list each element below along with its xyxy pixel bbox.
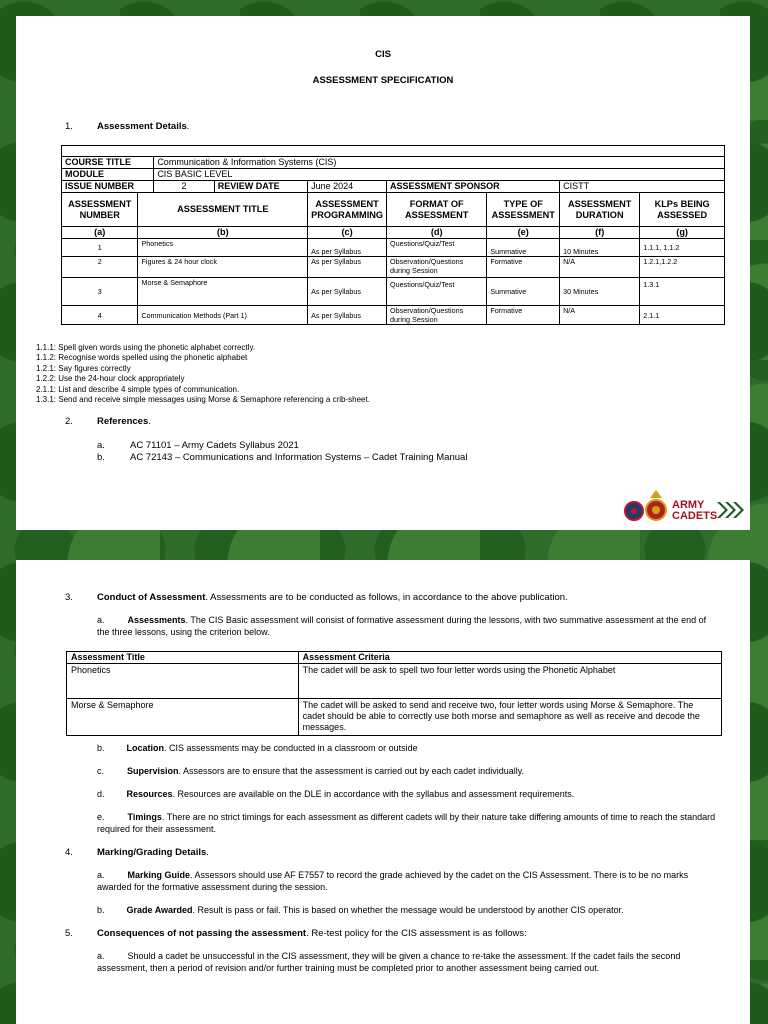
header-letter-a: (a) — [62, 227, 138, 239]
table-row — [62, 278, 725, 306]
row-type: Summative — [487, 278, 560, 306]
para-3b-title: Location — [126, 743, 165, 753]
table-row — [62, 257, 725, 278]
row-title: Figures & 24 hour clock — [138, 257, 308, 278]
row-klps: 1.3.1 — [640, 278, 725, 306]
row-type: Formative — [487, 306, 560, 325]
klp-note: 1.1.1: Spell given words using the phonetic alphabet correctly. — [36, 343, 256, 352]
row-format: Questions/Quiz/Test — [387, 239, 487, 257]
row-klps: 2.1.1 — [640, 306, 725, 325]
issue-row — [62, 181, 725, 193]
para-3b-text: . CIS assessments may be conducted in a classroom or outside — [164, 743, 418, 753]
para-3d-title: Resources — [126, 789, 173, 799]
doc-subtitle: ASSESSMENT SPECIFICATION — [312, 75, 454, 86]
para-4b — [97, 905, 717, 917]
logo-text-cadets: CADETS — [672, 510, 718, 522]
review-date-value: June 2024 — [308, 181, 387, 193]
row-klps: 1.1.1, 1.1.2 — [640, 239, 725, 257]
para-4a-title: Marking Guide — [127, 870, 191, 880]
table-row — [62, 239, 725, 257]
spacer-row — [62, 146, 725, 157]
section-3-number: 3. — [65, 592, 73, 603]
section-1-heading — [97, 121, 189, 132]
para-4b-title: Grade Awarded — [126, 905, 193, 915]
klp-note: 1.1.2: Recognise words spelled using the phonetic alphabet — [36, 353, 248, 363]
assessment-sponsor-label: ASSESSMENT SPONSOR — [387, 181, 560, 193]
criteria-title: Morse & Semaphore — [67, 699, 299, 736]
module-label: MODULE — [62, 169, 154, 181]
criteria-header-criteria: Assessment Criteria — [298, 652, 721, 664]
table-row — [67, 699, 722, 736]
para-3b — [97, 743, 717, 755]
header-format-of-assessment: FORMAT OF ASSESSMENT — [387, 193, 487, 227]
criteria-text: The cadet will be asked to send and receive two, four letter words using Morse & Semaphore. The cadet should be able to correctly use both morse and semaphore as well as receive and decode the messages. — [298, 699, 721, 736]
row-duration: N/A — [560, 257, 640, 278]
para-4a-text: . Assessors should use AF E7557 to record the grade achieved by the cadet on the CIS Assessment. There is to be no marks awarded for the formative assessment during the session. — [97, 870, 689, 892]
section-1-number: 1. — [65, 121, 73, 132]
header-letter-e: (e) — [487, 227, 560, 239]
para-3c-letter: c. — [97, 766, 105, 776]
header-letter-d: (d) — [387, 227, 487, 239]
row-duration: N/A — [560, 306, 640, 325]
course-title-row — [62, 157, 725, 169]
section-5-number: 5. — [65, 928, 73, 939]
row-programming: As per Syllabus — [308, 306, 387, 325]
table-row — [67, 664, 722, 699]
para-3a-letter: a. — [97, 615, 105, 625]
para-3c — [97, 766, 717, 778]
para-3d-letter: d. — [97, 789, 105, 799]
reference-letter: a. — [97, 440, 105, 451]
table-row — [62, 306, 725, 325]
row-klps: 1.2.1,1.2.2 — [640, 257, 725, 278]
course-title-value: Communication & Information Systems (CIS) — [154, 157, 725, 169]
para-3a-text: . The CIS Basic assessment will consist of formative assessment during the lessons, with two summative assessment at the end of the three lessons, using the criterion below. — [97, 615, 707, 637]
header-letters-row — [62, 227, 725, 239]
document-page-2 — [16, 560, 750, 1024]
para-4b-letter: b. — [97, 905, 105, 915]
para-3d-text: . Resources are available on the DLE in accordance with the syllabus and assessment requirements. — [172, 789, 575, 799]
header-row — [62, 193, 725, 227]
issue-number-label: ISSUE NUMBER — [62, 181, 154, 193]
assessment-sponsor-value: CISTT — [560, 181, 725, 193]
section-1-title: Assessment Details — [97, 121, 187, 132]
document-page-1 — [16, 16, 750, 530]
header-letter-c: (c) — [308, 227, 387, 239]
header-assessment-number: ASSESSMENT NUMBER — [62, 193, 138, 227]
row-title: Phonetics — [138, 239, 308, 257]
row-number: 4 — [62, 306, 138, 325]
row-format: Observation/Questions during Session — [387, 257, 487, 278]
header-letter-b: (b) — [138, 227, 308, 239]
section-3-heading — [97, 592, 568, 603]
para-5a-letter: a. — [97, 951, 105, 961]
review-date-label: REVIEW DATE — [214, 181, 307, 193]
logo-text-army: ARMY — [672, 499, 705, 511]
para-3b-letter: b. — [97, 743, 105, 753]
course-title-label: COURSE TITLE — [62, 157, 154, 169]
reference-text: AC 71101 – Army Cadets Syllabus 2021 — [130, 440, 299, 451]
section-5-title: Consequences of not passing the assessment — [97, 928, 307, 939]
section-3-text: . Assessments are to be conducted as follows, in accordance to the above publication. — [205, 592, 568, 603]
para-4a — [97, 870, 717, 893]
para-4b-text: . Result is pass or fail. This is based on whether the message would be understood by another CIS operator. — [192, 905, 624, 915]
section-2-heading — [97, 416, 151, 427]
row-title: Morse & Semaphore — [138, 278, 308, 306]
para-5a — [97, 951, 717, 974]
header-letter-g: (g) — [640, 227, 725, 239]
section-1-dot: . — [186, 121, 190, 132]
klp-note: 2.1.1: List and describe 4 simple types of communication. — [36, 384, 240, 394]
issue-number-value: 2 — [154, 181, 214, 193]
section-2-title: References — [97, 416, 149, 427]
assessment-criteria-table — [66, 651, 722, 736]
section-4-title: Marking/Grading Details — [97, 847, 207, 858]
header-assessment-title: ASSESSMENT TITLE — [138, 193, 308, 227]
army-cadets-logo — [622, 486, 747, 526]
klp-note: 1.2.2: Use the 24-hour clock appropriately — [36, 374, 185, 384]
para-3d — [97, 789, 717, 801]
header-klps-being-assessed: KLPs BEING ASSESSED — [640, 193, 725, 227]
row-type: Formative — [487, 257, 560, 278]
reference-letter: b. — [97, 452, 105, 463]
module-row — [62, 169, 725, 181]
section-2-dot: . — [148, 416, 151, 427]
para-3e — [97, 812, 717, 835]
criteria-title: Phonetics — [67, 664, 299, 699]
para-3a-title: Assessments — [127, 615, 186, 625]
section-5-text: . Re-test policy for the CIS assessment is as follows: — [306, 928, 527, 939]
row-format: Questions/Quiz/Test — [387, 278, 487, 306]
row-number: 3 — [62, 278, 138, 306]
section-4-number: 4. — [65, 847, 73, 858]
para-5a-text: Should a cadet be unsuccessful in the CIS assessment, they will be given a chance to re-take the assessment. If the cadet fails the second assessment, then a period of revision and/or further training must be completed prior to another assessment being carried out. — [97, 951, 681, 973]
para-3e-text: . There are no strict timings for each assessment as different cadets will by their nature take differing amounts of time to reach the standard required for their assessment. — [97, 812, 716, 834]
row-programming: As per Syllabus — [308, 278, 387, 306]
header-type-of-assessment: TYPE OF ASSESSMENT — [487, 193, 560, 227]
module-value: CIS BASIC LEVEL — [154, 169, 725, 181]
row-number: 2 — [62, 257, 138, 278]
para-3c-title: Supervision — [127, 766, 179, 776]
section-4-dot: . — [206, 847, 209, 858]
row-programming: As per Syllabus — [308, 239, 387, 257]
header-assessment-duration: ASSESSMENT DURATION — [560, 193, 640, 227]
row-title: Communication Methods (Part 1) — [138, 306, 308, 325]
reference-text: AC 72143 – Communications and Information Systems – Cadet Training Manual — [130, 452, 468, 463]
criteria-header-title: Assessment Title — [67, 652, 299, 664]
criteria-text: The cadet will be ask to spell two four letter words using the Phonetic Alphabet — [298, 664, 721, 699]
klp-notes — [36, 343, 370, 405]
doc-title: CIS — [375, 49, 391, 60]
para-3c-text: . Assessors are to ensure that the assessment is carried out by each cadet individually. — [178, 766, 525, 776]
row-type: Summative — [487, 239, 560, 257]
row-format: Observation/Questions during Session — [387, 306, 487, 325]
para-3a — [97, 615, 717, 638]
para-3e-letter: e. — [97, 812, 105, 822]
klp-note: 1.3.1: Send and receive simple messages using Morse & Semaphore referencing a crib-sheet. — [36, 395, 370, 405]
row-duration: 30 Minutes — [560, 278, 640, 306]
assessment-spec-table — [61, 145, 725, 325]
section-5-heading — [97, 928, 527, 939]
header-assessment-programming: ASSESSMENT PROGRAMMING — [308, 193, 387, 227]
klp-note: 1.2.1: Say figures correctly — [36, 363, 131, 373]
section-4-heading — [97, 847, 209, 858]
section-3-title: Conduct of Assessment — [97, 592, 206, 603]
row-programming: As per Syllabus — [308, 257, 387, 278]
criteria-header-row — [67, 652, 722, 664]
row-number: 1 — [62, 239, 138, 257]
header-letter-f: (f) — [560, 227, 640, 239]
row-duration: 10 Minutes — [560, 239, 640, 257]
para-3e-title: Timings — [127, 812, 162, 822]
section-2-number: 2. — [65, 416, 73, 427]
para-4a-letter: a. — [97, 870, 105, 880]
